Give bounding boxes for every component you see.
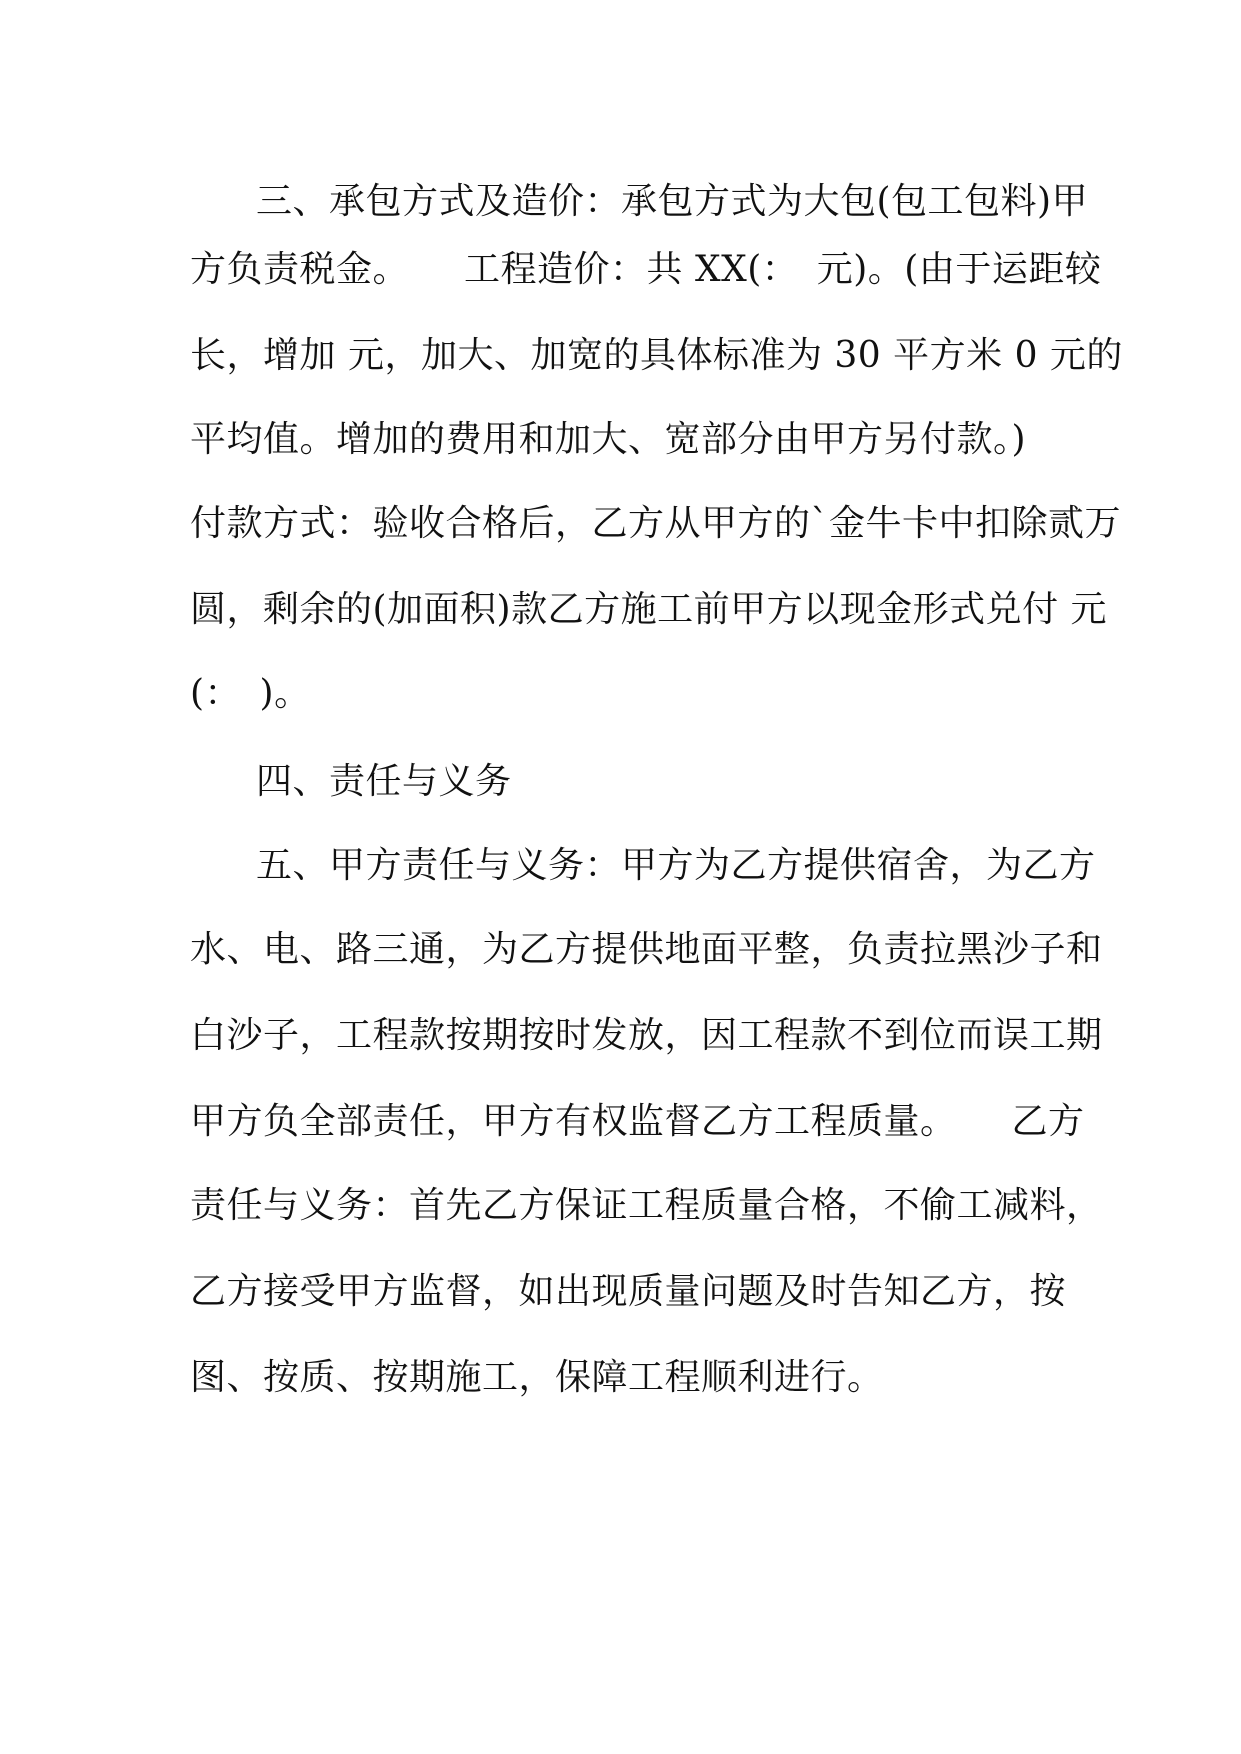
text-line-3: 长，增加 元，加大、加宽的具体标准为 30 平方米 0 元的: [190, 335, 1123, 376]
text-line-15: 图、按质、按期施工，保障工程顺利进行。: [190, 1357, 884, 1398]
text-line-14: 乙方接受甲方监督，如出现质量问题及时告知乙方，按: [190, 1271, 1067, 1312]
text-line-11: 白沙子，工程款按期按时发放，因工程款不到位而误工期: [190, 1015, 1103, 1056]
text-line-13: 责任与义务：首先乙方保证工程质量合格，不偷工减料，: [190, 1185, 1103, 1226]
text-line-6: 圆，剩余的(加面积)款乙方施工前甲方以现金形式兑付 元: [190, 589, 1108, 630]
section-heading: 四、责任与义务: [256, 761, 512, 802]
text-line-4: 平均值。增加的费用和加大、宽部分由甲方另付款。): [190, 419, 1027, 460]
text-line-7: (： )。: [190, 673, 311, 714]
text-line-5: 付款方式：验收合格后，乙方从甲方的`金牛卡中扣除贰万: [190, 503, 1122, 544]
text-line-9: 五、甲方责任与义务：甲方为乙方提供宿舍，为乙方: [256, 845, 1096, 886]
text-line-10: 水、电、路三通，为乙方提供地面平整，负责拉黑沙子和: [190, 929, 1103, 970]
text-line-12: 甲方负全部责任，甲方有权监督乙方工程质量。 乙方: [190, 1101, 1085, 1142]
text-line-1: 三、承包方式及造价：承包方式为大包(包工包料)甲: [256, 181, 1089, 222]
text-line-2: 方负责税金。 工程造价：共 XX(： 元)。(由于运距较: [190, 249, 1102, 290]
